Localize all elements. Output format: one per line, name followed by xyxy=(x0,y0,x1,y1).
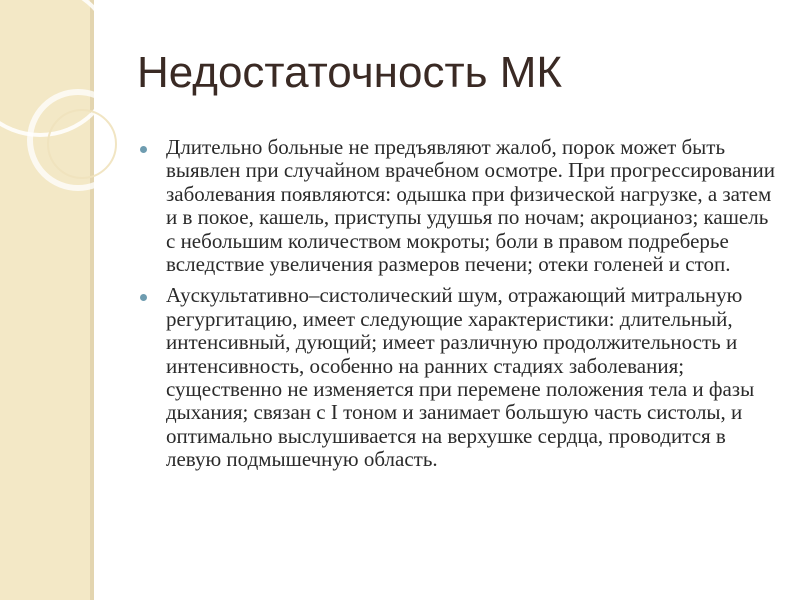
decorative-circles xyxy=(0,0,140,240)
bullet-dot-icon xyxy=(140,146,147,153)
bullet-item xyxy=(140,136,780,276)
bullet-dot-icon xyxy=(140,294,147,301)
bullet-text: Длительно больные не предъявляют жалоб, порок может быть выявлен при случайном врачебном осмотре. При прогрессировании заболевания появляются: одышка при физической нагрузке, а затем и в покое, кашель, приступы удушья по ночам; акроцианоз; кашель с небольшим количеством мокроты; боли в правом подреберье вследствие увеличения размеров печени; отеки голеней и стоп. xyxy=(166,135,775,277)
bullet-text: Аускультативно–систолический шум, отражающий митральную регургитацию, имеет следующие характеристики: длительный, интенсивный, дующий; имеет различную продолжительность и интенсивность, особенно на ранних стадиях заболевания; существенно не изменяется при перемене положения тела и фазы дыхания; связан с I тоном и занимает большую часть систолы, и оптимально выслушивается на верхушке сердца, проводится в левую подмышечную область. xyxy=(166,283,755,472)
decorative-circle-small xyxy=(30,92,126,188)
bullet-item xyxy=(140,284,780,471)
bullet-list xyxy=(140,136,780,480)
slide-title: Недостаточность МК xyxy=(137,48,563,97)
